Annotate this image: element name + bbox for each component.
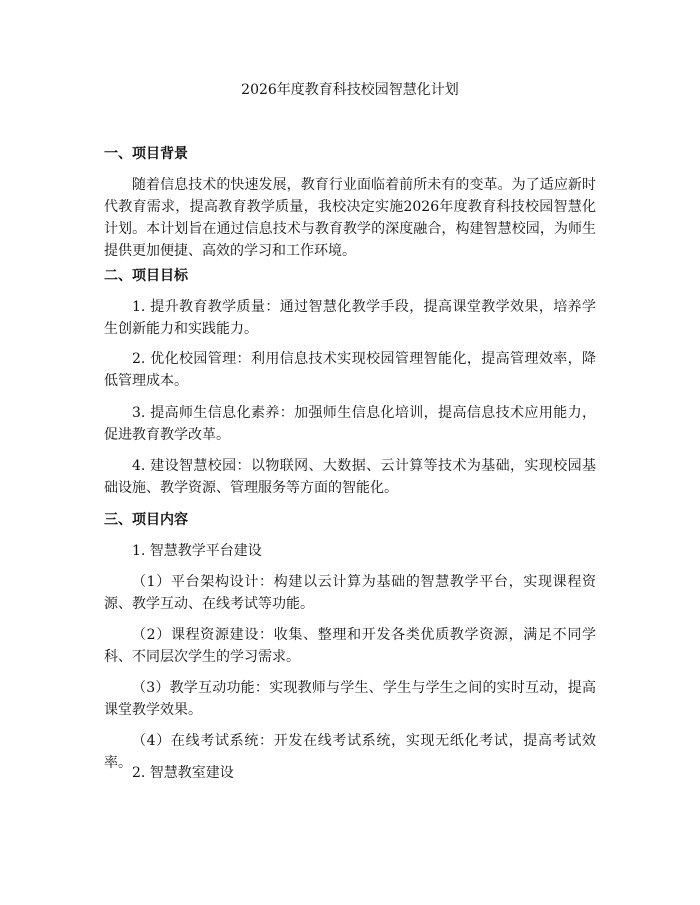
goal-item-3: 3. 提高师生信息化素养：加强师生信息化培训，提高信息技术应用能力，促进教育教学改革。 [104,405,596,443]
content-subheading-smart-teaching-platform: 1. 智慧教学平台建设 [132,543,262,559]
goal-item-2: 2. 优化校园管理：利用信息技术实现校园管理智能化，提高管理效率，降低管理成本。 [104,351,596,389]
content-item-teaching-interaction: （3）教学互动功能：实现教师与学生、学生与学生之间的实时互动，提高课堂教学效果。 [104,680,596,718]
section-heading-content: 三、项目内容 [104,512,188,528]
section-heading-goals: 二、项目目标 [104,268,188,284]
content-item-course-resources: （2）课程资源建设：收集、整理和开发各类优质教学资源，满足不同学科、不同层次学生的学习需求。 [104,627,596,665]
paragraph-background: 随着信息技术的快速发展，教育行业面临着前所未有的变革。为了适应新时代教育需求，提高教育教学质量，我校决定实施2026年度教育科技校园智慧化计划。本计划旨在通过信息技术与教育教学的深度融合，构建智慧校园，为师生提供更加便捷、高效的学习和工作环境。 [104,177,596,259]
section-heading-background: 一、项目背景 [104,146,188,162]
content-item-platform-architecture: （1）平台架构设计：构建以云计算为基础的智慧教学平台，实现课程资源、教学互动、在线考试等功能。 [104,574,596,612]
document-title: 2026年度教育科技校园智慧化计划 [241,82,459,98]
content-subheading-smart-classroom: 2. 智慧教室建设 [132,765,234,781]
content-item-online-exam: （4）在线考试系统：开发在线考试系统，实现无纸化考试，提高考试效率。 [104,733,596,771]
goal-item-1: 1. 提升教育教学质量：通过智慧化教学手段，提高课堂教学效果，培养学生创新能力和实践能力。 [104,299,596,337]
goal-item-4: 4. 建设智慧校园：以物联网、大数据、云计算等技术为基础，实现校园基础设施、教学资源、管理服务等方面的智能化。 [104,458,596,496]
